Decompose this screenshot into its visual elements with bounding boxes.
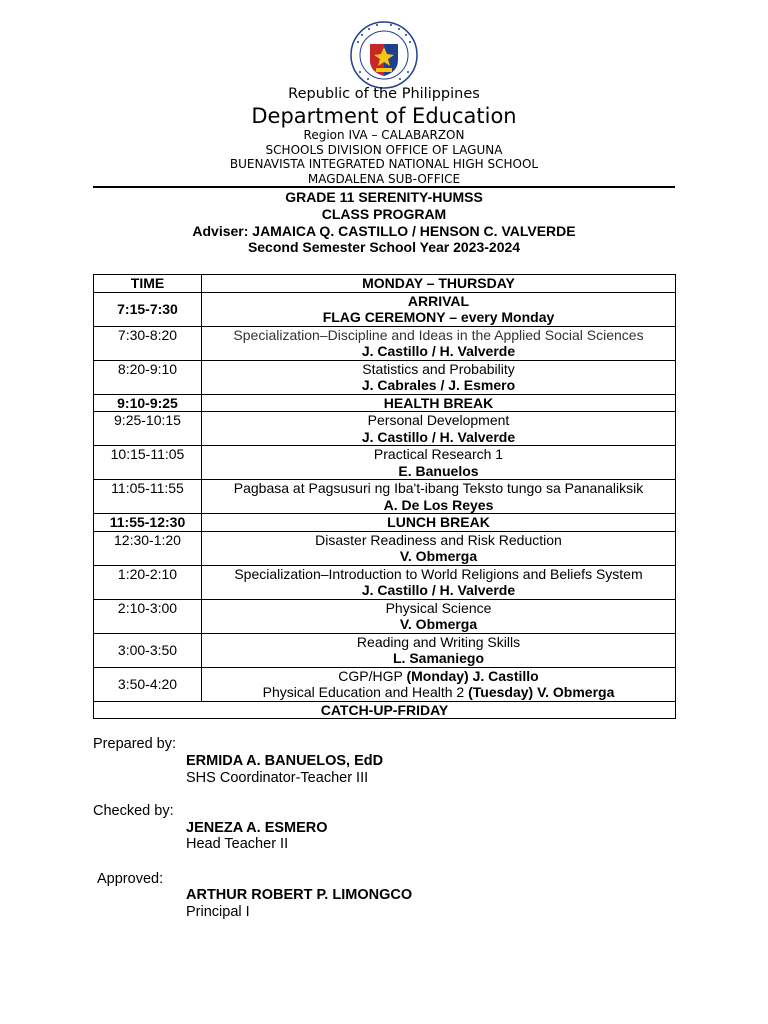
subject-cell <box>202 360 676 394</box>
prepared-by-label: Prepared by: <box>93 736 177 752</box>
table-row <box>94 360 676 394</box>
adviser-line: Adviser: JAMAICA Q. CASTILLO / HENSON C. VALVERDE <box>192 223 576 239</box>
break-label: HEALTH BREAK <box>202 394 676 412</box>
prepared-by-position: SHS Coordinator-Teacher III <box>186 770 369 786</box>
header-divider <box>93 186 675 188</box>
subject-cell <box>202 633 676 667</box>
class-program-table <box>93 274 676 719</box>
days-column-header: MONDAY – THURSDAY <box>202 275 676 293</box>
break-label: LUNCH BREAK <box>202 514 676 532</box>
subject-name: Reading and Writing Skills <box>356 633 521 650</box>
teacher-name: J. Cabrales / J. Esmero <box>361 377 516 393</box>
table-row <box>94 565 676 599</box>
time-cell: 8:20-9:10 <box>94 360 202 394</box>
time-cell: 11:55-12:30 <box>94 514 202 532</box>
activity-label: ARRIVAL <box>407 292 470 309</box>
table-row <box>94 326 676 360</box>
teacher-name: V. Obmerga <box>399 616 478 632</box>
approved-name: ARTHUR ROBERT P. LIMONGCO <box>186 887 413 903</box>
cgp-hgp-subject: CGP/HGP <box>338 667 407 684</box>
subject-name: Pagbasa at Pagsusuri ng Iba't-ibang Teksto tungo sa Pananaliksik <box>233 480 644 496</box>
region-line: Region IVA – CALABARZON <box>303 128 465 142</box>
time-cell: 11:05-11:55 <box>94 480 202 514</box>
time-cell: 7:15-7:30 <box>94 292 202 326</box>
table-row <box>94 394 676 412</box>
subject-name: Practical Research 1 <box>373 446 504 462</box>
time-cell: 2:10-3:00 <box>94 599 202 633</box>
deped-seal-logo <box>342 20 426 90</box>
time-cell: 1:20-2:10 <box>94 565 202 599</box>
division-line: SCHOOLS DIVISION OFFICE OF LAGUNA <box>265 143 503 157</box>
teacher-name: J. Castillo / H. Valverde <box>361 582 516 598</box>
table-row <box>94 446 676 480</box>
time-column-header: TIME <box>94 275 202 293</box>
table-row <box>94 480 676 514</box>
subject-name: Statistics and Probability <box>362 360 515 377</box>
table-row <box>94 667 676 701</box>
teacher-name: J. Castillo / H. Valverde <box>361 343 516 359</box>
department-title: Department of Education <box>251 104 517 128</box>
teacher-name: A. De Los Reyes <box>383 496 494 513</box>
class-program-title: CLASS PROGRAM <box>321 206 447 222</box>
pe-health-subject: Physical Education and Health 2 <box>262 684 469 700</box>
prepared-by-name: ERMIDA A. BANUELOS, EdD <box>186 753 384 769</box>
teacher-name: J. Castillo / H. Valverde <box>361 428 516 445</box>
subject-name: Specialization–Introduction to World Religions and Beliefs System <box>234 565 643 582</box>
teacher-name: V. Obmerga <box>399 548 478 564</box>
teacher-name: L. Samaniego <box>392 650 485 666</box>
table-row <box>94 633 676 667</box>
subject-cell <box>202 565 676 599</box>
checked-by-label: Checked by: <box>93 803 174 819</box>
table-header-row <box>94 275 676 293</box>
time-cell: 9:10-9:25 <box>94 394 202 412</box>
catch-up-friday: CATCH-UP-FRIDAY <box>94 701 676 719</box>
cgp-hgp-line <box>202 668 675 685</box>
activity-note: FLAG CEREMONY – every Monday <box>322 309 555 325</box>
pe-health-teacher: (Tuesday) V. Obmerga <box>468 684 615 700</box>
subject-cell <box>202 599 676 633</box>
school-line: BUENAVISTA INTEGRATED NATIONAL HIGH SCHOOL <box>229 157 539 171</box>
table-footer-row <box>94 701 676 719</box>
subject-name: Disaster Readiness and Risk Reduction <box>315 531 562 548</box>
cgp-hgp-teacher: (Monday) J. Castillo <box>406 667 539 684</box>
semester-line: Second Semester School Year 2023-2024 <box>247 239 521 255</box>
republic-line: Republic of the Philippines <box>288 86 480 102</box>
time-cell: 12:30-1:20 <box>94 531 202 565</box>
activity-cell <box>202 292 676 326</box>
subject-cell <box>202 531 676 565</box>
time-cell: 7:30-8:20 <box>94 326 202 360</box>
grade-section-title: GRADE 11 SERENITY-HUMSS <box>285 189 483 205</box>
table-row <box>94 292 676 326</box>
subject-cell <box>202 480 676 514</box>
time-cell: 3:50-4:20 <box>94 667 202 701</box>
approved-position: Principal I <box>186 904 250 920</box>
subject-name: Physical Science <box>385 599 492 616</box>
subject-cell <box>202 446 676 480</box>
table-row <box>94 412 676 446</box>
office-line: MAGDALENA SUB-OFFICE <box>307 172 461 186</box>
time-cell: 3:00-3:50 <box>94 633 202 667</box>
table-row <box>94 599 676 633</box>
subject-cell <box>202 412 676 446</box>
subject-cell <box>202 326 676 360</box>
checked-by-position: Head Teacher II <box>186 836 289 852</box>
time-cell: 9:25-10:15 <box>94 412 202 446</box>
subject-cell <box>202 667 676 701</box>
table-row <box>94 531 676 565</box>
teacher-name: E. Banuelos <box>398 462 479 479</box>
table-row <box>94 514 676 532</box>
pe-health-line <box>202 684 675 701</box>
subject-name: Personal Development <box>367 412 510 428</box>
checked-by-name: JENEZA A. ESMERO <box>186 820 328 836</box>
approved-label: Approved: <box>97 871 164 887</box>
time-cell: 10:15-11:05 <box>94 446 202 480</box>
subject-name: Specialization–Discipline and Ideas in the Applied Social Sciences <box>233 326 644 343</box>
